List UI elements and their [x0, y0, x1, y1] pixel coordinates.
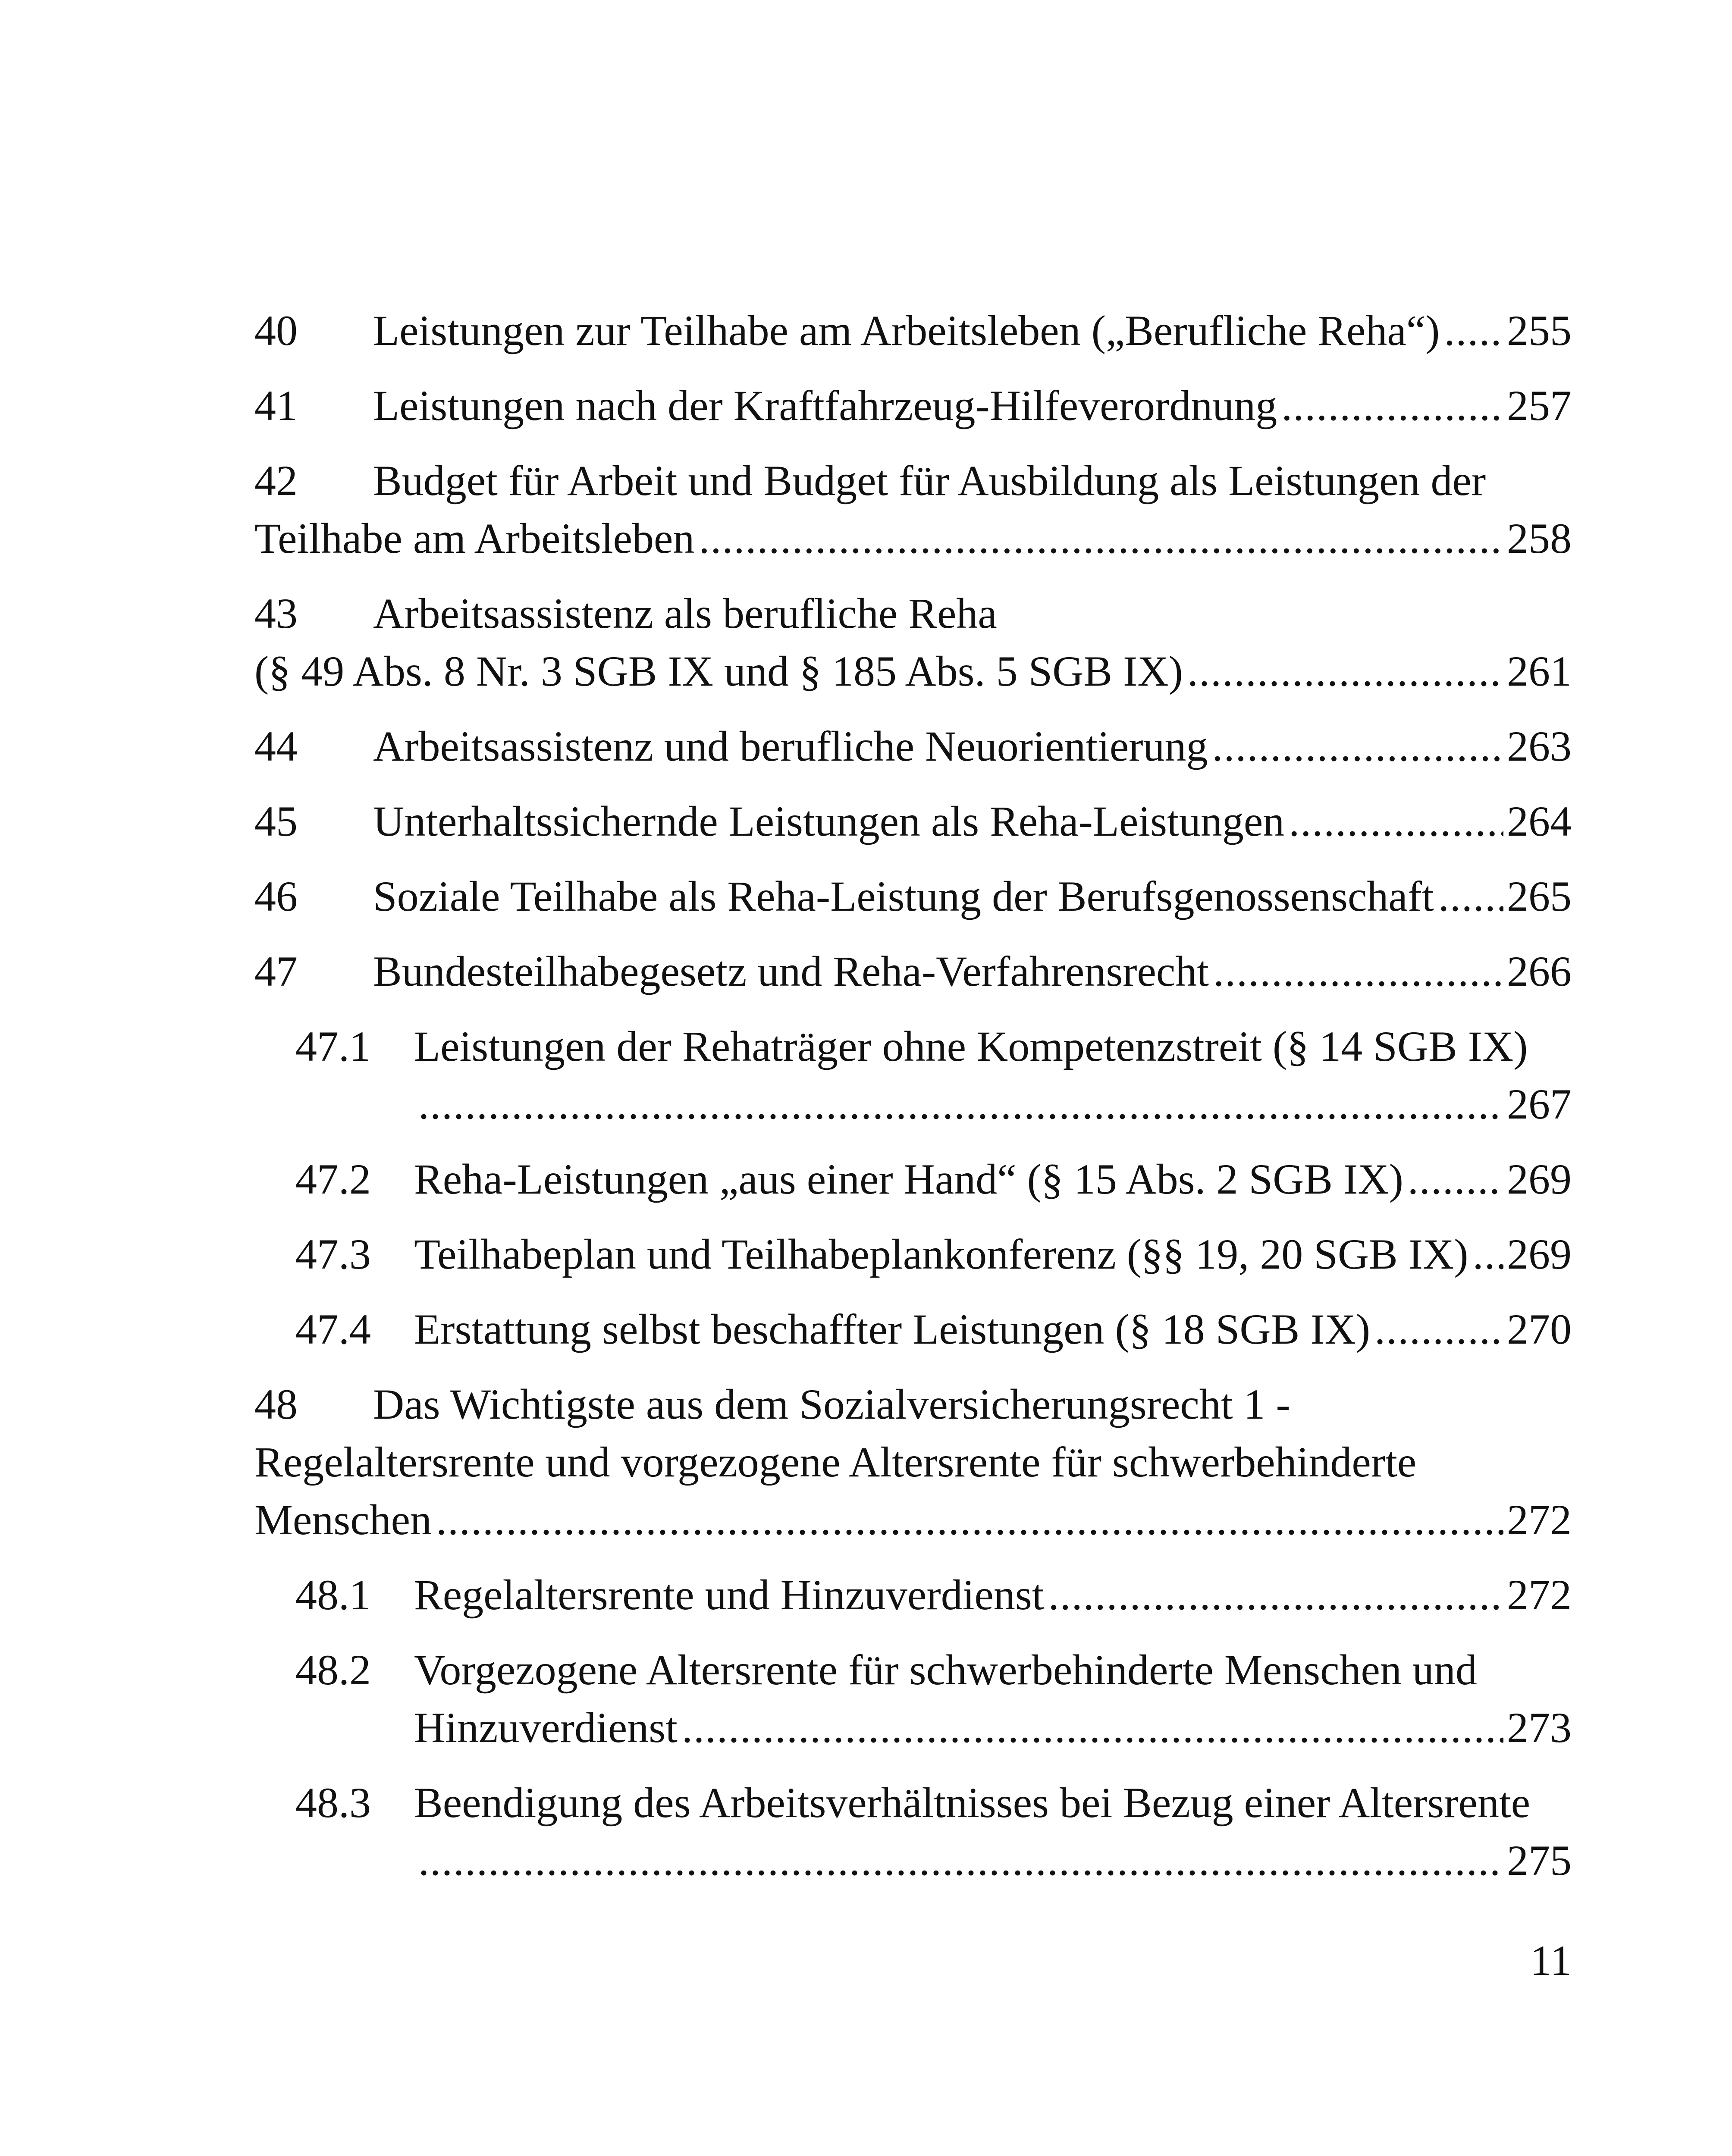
toc-entry-title: Regelaltersrente und Hinzuverdienst [414, 1571, 1044, 1619]
toc-entry-number: 47.1 [295, 1022, 371, 1070]
toc-entry-page: 269 [1507, 1230, 1572, 1278]
dot-leader [1048, 1566, 1503, 1624]
toc-entry-title: Arbeitsassistenz als berufliche Reha [373, 589, 997, 637]
toc-entry-title: Teilhabeplan und Teilhabeplankonferenz (§§ 19, 20 SGB IX) [414, 1230, 1468, 1278]
toc-entry-page: 264 [1507, 797, 1572, 845]
toc-entry-number: 48 [254, 1380, 298, 1428]
dot-leader [1408, 1150, 1503, 1208]
toc-entry-title: Bundesteilhabegesetz und Reha-Verfahrensrecht [373, 947, 1209, 995]
toc-entry-47-2[interactable] [295, 1150, 1572, 1208]
toc-entry-page: 255 [1507, 307, 1572, 354]
toc-entry-page: 257 [1507, 382, 1572, 429]
toc-entry-48-3[interactable] [295, 1774, 1572, 1890]
toc-entry-number: 48.3 [295, 1779, 371, 1827]
dot-leader [1438, 868, 1503, 925]
toc-entry-number: 42 [254, 457, 298, 505]
toc-entry-title: Leistungen der Rehaträger ohne Kompetenzstreit (§ 14 SGB IX) [414, 1022, 1528, 1070]
toc-entry-page: 269 [1507, 1155, 1572, 1203]
toc-entry-title-continued: Regelaltersrente und vorgezogene Altersrente für schwerbehinderte [254, 1438, 1417, 1486]
toc-entry-42[interactable] [254, 452, 1572, 567]
toc-entry-number: 43 [254, 589, 298, 637]
toc-entry-number: 48.1 [295, 1571, 371, 1619]
toc-entry-title-continued: Menschen [254, 1496, 432, 1544]
toc-entry-title: Erstattung selbst beschaffter Leistungen (§ 18 SGB IX) [414, 1305, 1371, 1353]
toc-entry-number: 47 [254, 947, 298, 995]
toc-entry-title-continued: (§ 49 Abs. 8 Nr. 3 SGB IX und § 185 Abs. 5 SGB IX) [254, 647, 1183, 695]
toc-entry-number: 44 [254, 722, 298, 770]
toc-entry-title: Vorgezogene Altersrente für schwerbehinderte Menschen und [414, 1646, 1477, 1694]
toc-entry-title: Soziale Teilhabe als Reha-Leistung der Berufsgenossenschaft [373, 872, 1434, 920]
dot-leader [436, 1491, 1503, 1549]
toc-entry-title: Beendigung des Arbeitsverhältnisses bei Bezug einer Altersrente [414, 1779, 1531, 1827]
toc-entry-47[interactable] [254, 943, 1572, 1000]
page-number: 11 [1530, 1937, 1572, 1984]
toc-entry-page: 258 [1507, 514, 1572, 562]
toc-entry-page: 272 [1507, 1571, 1572, 1619]
dot-leader [418, 1075, 1503, 1133]
toc-entry-page: 265 [1507, 872, 1572, 920]
toc-entry-47-3[interactable] [295, 1225, 1572, 1283]
dot-leader [1374, 1300, 1503, 1358]
toc-entry-48[interactable] [254, 1376, 1572, 1549]
dot-leader [1281, 377, 1503, 435]
toc-entry-title: Das Wichtigste aus dem Sozialversicherungsrecht 1 - [373, 1380, 1290, 1428]
toc-entry-title: Leistungen nach der Kraftfahrzeug-Hilfeverordnung [373, 382, 1277, 429]
toc-entry-number: 45 [254, 797, 298, 845]
toc-entry-title: Leistungen zur Teilhabe am Arbeitsleben („Berufliche Reha“) [373, 307, 1440, 354]
toc-entry-43[interactable] [254, 585, 1572, 700]
toc-entry-number: 47.2 [295, 1155, 371, 1203]
toc-entry-page: 275 [1507, 1836, 1572, 1884]
toc-entry-48-1[interactable] [295, 1566, 1572, 1624]
toc-entry-46[interactable] [254, 868, 1572, 925]
toc-entry-page: 266 [1507, 947, 1572, 995]
toc-entry-title-continued: Teilhabe am Arbeitsleben [254, 514, 695, 562]
dot-leader [418, 1832, 1503, 1890]
toc-entry-title: Unterhaltssichernde Leistungen als Reha-Leistungen [373, 797, 1285, 845]
toc-entry-number: 47.3 [295, 1230, 371, 1278]
dot-leader [1444, 302, 1504, 360]
toc-entry-title: Reha-Leistungen „aus einer Hand“ (§ 15 Abs. 2 SGB IX) [414, 1155, 1403, 1203]
toc-entry-page: 261 [1507, 647, 1572, 695]
toc-entry-page: 263 [1507, 722, 1572, 770]
toc-entry-title: Arbeitsassistenz und berufliche Neuorientierung [373, 722, 1208, 770]
dot-leader [699, 510, 1503, 567]
toc-entry-number: 48.2 [295, 1646, 371, 1694]
toc-entry-page: 270 [1507, 1305, 1572, 1353]
toc-entry-page: 273 [1507, 1704, 1572, 1752]
dot-leader [1212, 718, 1504, 775]
toc-entry-number: 47.4 [295, 1305, 371, 1353]
dot-leader [1473, 1225, 1503, 1283]
dot-leader [1213, 943, 1503, 1000]
toc-entry-47-1[interactable] [295, 1018, 1572, 1133]
table-of-contents [254, 302, 1572, 1907]
toc-entry-page: 272 [1507, 1496, 1572, 1544]
toc-entry-44[interactable] [254, 718, 1572, 775]
toc-entry-page: 267 [1507, 1080, 1572, 1128]
dot-leader [1289, 793, 1503, 850]
toc-entry-45[interactable] [254, 793, 1572, 850]
toc-entry-number: 40 [254, 307, 298, 354]
toc-entry-title: Budget für Arbeit und Budget für Ausbildung als Leistungen der [373, 457, 1486, 505]
toc-entry-40[interactable] [254, 302, 1572, 360]
toc-entry-number: 41 [254, 382, 298, 429]
toc-entry-number: 46 [254, 872, 298, 920]
dot-leader [682, 1699, 1503, 1757]
toc-entry-title-continued: Hinzuverdienst [414, 1704, 678, 1752]
toc-entry-41[interactable] [254, 377, 1572, 435]
dot-leader [1187, 642, 1503, 700]
toc-entry-47-4[interactable] [295, 1300, 1572, 1358]
toc-entry-48-2[interactable] [295, 1641, 1572, 1757]
